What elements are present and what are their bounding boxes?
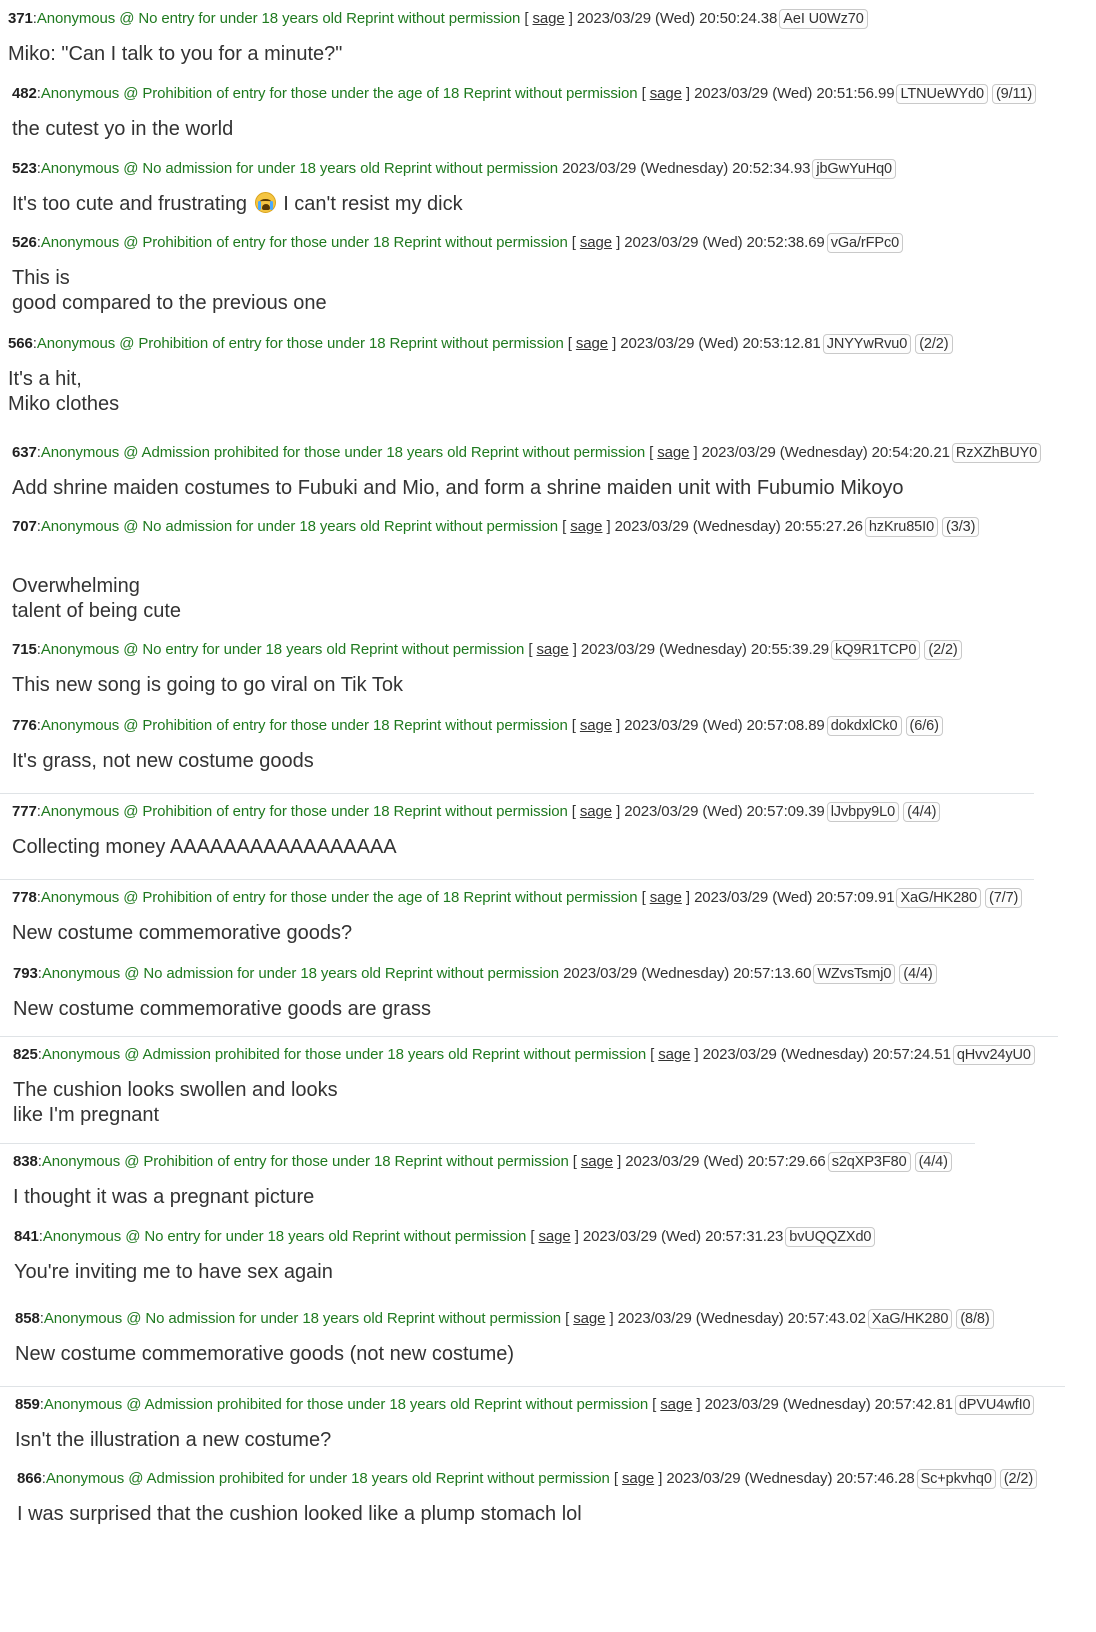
post-body-line: New costume commemorative goods are grass bbox=[13, 998, 431, 1020]
post-header: 778:Anonymous @ Prohibition of entry for those under the age of 18 Reprint without permission [ sage ] 2023/03/29 (Wed) 20:57:09.91 XaG/HK280 (7/7) bbox=[12, 887, 1034, 909]
sage-link[interactable]: sage bbox=[570, 518, 603, 535]
post-body-line: Miko: "Can I talk to you for a minute?" bbox=[8, 43, 343, 65]
post-body bbox=[12, 574, 1072, 624]
post-number[interactable]: 715 bbox=[12, 641, 37, 658]
post-body-line: Add shrine maiden costumes to Fubuki and Mio, and form a shrine maiden unit with Fubumio Mikoyo bbox=[12, 477, 904, 499]
post-body-line: the cutest yo in the world bbox=[12, 118, 234, 140]
crying-face-icon bbox=[255, 192, 276, 213]
post-header: 715:Anonymous @ No entry for under 18 years old Reprint without permission [ sage ] 2023/03/29 (Wednesday) 20:55:39.29 kQ9R1TCP0 (2/2) bbox=[12, 639, 1072, 661]
post-body bbox=[13, 997, 1073, 1022]
sage-tag: [ sage ] bbox=[571, 803, 621, 820]
id-badge[interactable]: RzXZhBUY0 bbox=[952, 443, 1041, 463]
poster-name: Anonymous @ No entry for under 18 years old Reprint without permission bbox=[42, 1228, 527, 1245]
post-date: 2023/03/29 (Wednesday) 20:57:42.81 bbox=[704, 1396, 953, 1413]
post-date: 2023/03/29 (Wed) 20:53:12.81 bbox=[620, 335, 821, 352]
post-body bbox=[15, 1342, 1075, 1367]
post-header: 841:Anonymous @ No entry for under 18 years old Reprint without permission [ sage ] 2023/03/29 (Wed) 20:57:31.23 bvUQQZXd0 bbox=[14, 1226, 1074, 1248]
post-body-text: I can't resist my dick bbox=[283, 193, 463, 215]
id-badge[interactable]: qHvv24yU0 bbox=[953, 1045, 1035, 1065]
poster-name: Anonymous @ Prohibition of entry for those under 18 Reprint without permission bbox=[41, 1153, 569, 1170]
sage-tag: [ sage ] bbox=[571, 717, 621, 734]
post-count-badge[interactable]: (4/4) bbox=[899, 964, 936, 984]
post-body-line: New costume commemorative goods (not new costume) bbox=[15, 1343, 515, 1365]
sage-link[interactable]: sage bbox=[622, 1470, 655, 1487]
sage-link[interactable]: sage bbox=[580, 1153, 614, 1170]
post-number[interactable]: 793 bbox=[13, 965, 38, 982]
post bbox=[0, 333, 1068, 417]
sage-link[interactable]: sage bbox=[579, 803, 613, 820]
post-number[interactable]: 482 bbox=[12, 85, 37, 102]
poster-name: Anonymous @ Prohibition of entry for those under 18 Reprint without permission bbox=[40, 234, 568, 251]
sage-link[interactable]: sage bbox=[532, 10, 565, 27]
poster-name: Anonymous @ No entry for under 18 years old Reprint without permission bbox=[36, 10, 521, 27]
post-body bbox=[14, 1260, 1074, 1285]
post-body-text: It's too cute and frustrating bbox=[12, 193, 248, 215]
post-count-badge[interactable]: (6/6) bbox=[906, 716, 943, 736]
post-header: 777:Anonymous @ Prohibition of entry for those under 18 Reprint without permission [ sage ] 2023/03/29 (Wed) 20:57:09.39 lJvbpy9L0 (4/4) bbox=[12, 801, 1034, 823]
id-badge[interactable]: Sc+pkvhq0 bbox=[917, 1469, 996, 1489]
post-header: 371:Anonymous @ No entry for under 18 years old Reprint without permission [ sage ] 2023/03/29 (Wed) 20:50:24.38 AeI U0Wz70 bbox=[8, 8, 1068, 30]
post bbox=[0, 963, 1073, 1022]
post-body bbox=[15, 1428, 1065, 1453]
post-date: 2023/03/29 (Wed) 20:57:29.66 bbox=[625, 1153, 826, 1170]
post-body bbox=[12, 266, 1072, 316]
sage-tag: [ sage ] bbox=[524, 10, 573, 27]
sage-tag: [ sage ] bbox=[562, 518, 611, 535]
post-date: 2023/03/29 (Wed) 20:52:38.69 bbox=[624, 234, 825, 251]
post bbox=[0, 1226, 1074, 1285]
post bbox=[0, 1308, 1075, 1367]
post-date: 2023/03/29 (Wednesday) 20:57:13.60 bbox=[563, 965, 812, 982]
post-body bbox=[12, 673, 1072, 698]
post-date: 2023/03/29 (Wednesday) 20:57:43.02 bbox=[617, 1310, 866, 1327]
id-badge[interactable]: jbGwYuHq0 bbox=[812, 159, 896, 179]
sage-link[interactable]: sage bbox=[573, 1310, 606, 1327]
poster-name: Anonymous @ Admission prohibited for those under 18 years old Reprint without permission bbox=[40, 444, 646, 461]
id-badge[interactable]: vGa/rFPc0 bbox=[827, 233, 903, 253]
post-count-badge[interactable]: (8/8) bbox=[956, 1309, 993, 1329]
post-body bbox=[8, 42, 1068, 67]
sage-link[interactable]: sage bbox=[649, 85, 682, 102]
post-header: 526:Anonymous @ Prohibition of entry for those under 18 Reprint without permission [ sage ] 2023/03/29 (Wed) 20:52:38.69 vGa/rFPc0 bbox=[12, 232, 1072, 254]
post-header: 776:Anonymous @ Prohibition of entry for those under 18 Reprint without permission [ sage ] 2023/03/29 (Wed) 20:57:08.89 dokdxlCk0 (6/6) bbox=[12, 715, 1072, 737]
post-date: 2023/03/29 (Wed) 20:57:31.23 bbox=[582, 1228, 784, 1245]
post-number[interactable]: 859 bbox=[15, 1396, 40, 1413]
post-header: 707:Anonymous @ No admission for under 18 years old Reprint without permission [ sage ] 2023/03/29 (Wednesday) 20:55:27.26 hzKru85I0 (3/3) bbox=[12, 516, 1072, 538]
sage-link[interactable]: sage bbox=[538, 1228, 571, 1245]
poster-name: Anonymous @ Prohibition of entry for those under 18 Reprint without permission bbox=[40, 803, 568, 820]
sage-link[interactable]: sage bbox=[579, 717, 613, 734]
post-body-line: Overwhelming bbox=[12, 575, 140, 597]
post bbox=[0, 1468, 1077, 1527]
poster-name: Anonymous @ No entry for under 18 years old Reprint without permission bbox=[40, 641, 525, 658]
post-header: 793:Anonymous @ No admission for under 18 years old Reprint without permission 2023/03/29 (Wednesday) 20:57:13.60 WZvsTsmj0 (4/4) bbox=[13, 963, 1073, 985]
post-body bbox=[12, 835, 1034, 860]
poster-name: Anonymous @ Prohibition of entry for those under the age of 18 Reprint without permission bbox=[40, 889, 638, 906]
post-header: 859:Anonymous @ Admission prohibited for those under 18 years old Reprint without permission [ sage ] 2023/03/29 (Wednesday) 20:57:42.81 dPVU4wfI0 bbox=[15, 1394, 1065, 1416]
post bbox=[0, 879, 1034, 946]
poster-name: Anonymous @ No admission for under 18 years old Reprint without permission bbox=[43, 1310, 562, 1327]
post-count-badge[interactable]: (2/2) bbox=[915, 334, 952, 354]
post-body-line: It's grass, not new costume goods bbox=[12, 750, 314, 772]
poster-name: Anonymous @ Admission prohibited for those under 18 years old Reprint without permission bbox=[41, 1046, 647, 1063]
post-date: 2023/03/29 (Wednesday) 20:57:24.51 bbox=[702, 1046, 951, 1063]
id-badge[interactable]: XaG/HK280 bbox=[868, 1309, 952, 1329]
post-body bbox=[12, 192, 1072, 217]
post-number[interactable]: 637 bbox=[12, 444, 37, 461]
poster-name: Anonymous @ Admission prohibited for those under 18 years old Reprint without permission bbox=[43, 1396, 649, 1413]
post-body bbox=[12, 921, 1034, 946]
sage-link[interactable]: sage bbox=[657, 444, 690, 461]
post bbox=[0, 158, 1072, 217]
id-badge[interactable]: s2qXP3F80 bbox=[828, 1152, 911, 1172]
post bbox=[0, 516, 1072, 624]
post-date: 2023/03/29 (Wednesday) 20:55:39.29 bbox=[580, 641, 830, 658]
post-body-line: Collecting money AAAAAAAAAAAAAAAAA bbox=[12, 836, 397, 858]
post-body-line: It's a hit, bbox=[8, 368, 82, 390]
post-body-line: The cushion looks swollen and looks bbox=[13, 1079, 338, 1101]
sage-tag: [ sage ] bbox=[567, 335, 617, 352]
post-header: 825:Anonymous @ Admission prohibited for those under 18 years old Reprint without permission [ sage ] 2023/03/29 (Wednesday) 20:57:24.51 qHvv24yU0 bbox=[13, 1044, 1058, 1066]
post-number[interactable]: 778 bbox=[12, 889, 37, 906]
post-body bbox=[17, 1502, 1077, 1527]
post-number[interactable]: 866 bbox=[17, 1470, 42, 1487]
post bbox=[0, 1386, 1065, 1453]
post bbox=[0, 442, 1072, 501]
post-number[interactable]: 371 bbox=[8, 10, 33, 27]
post-body-line: Isn't the illustration a new costume? bbox=[15, 1429, 332, 1451]
poster-name: Anonymous @ Prohibition of entry for those under 18 Reprint without permission bbox=[40, 717, 568, 734]
sage-tag: [ sage ] bbox=[650, 1046, 699, 1063]
post-count-badge[interactable]: (2/2) bbox=[924, 640, 961, 660]
post-body-line: I thought it was a pregnant picture bbox=[13, 1186, 315, 1208]
poster-name: Anonymous @ No admission for under 18 years old Reprint without permission bbox=[40, 160, 559, 177]
post-body bbox=[8, 367, 1068, 417]
post-body-line: good compared to the previous one bbox=[12, 292, 327, 314]
post-date: 2023/03/29 (Wednesday) 20:54:20.21 bbox=[701, 444, 950, 461]
post-number[interactable]: 707 bbox=[12, 518, 37, 535]
post-body-line: This new song is going to go viral on Tik Tok bbox=[12, 674, 403, 696]
post-body-line: New costume commemorative goods? bbox=[12, 922, 353, 944]
post-count-badge[interactable]: (7/7) bbox=[985, 888, 1022, 908]
post-body-line: This is bbox=[12, 267, 70, 289]
sage-tag: [ sage ] bbox=[571, 234, 621, 251]
post-body-line: I was surprised that the cushion looked like a plump stomach lol bbox=[17, 1503, 582, 1525]
sage-link[interactable]: sage bbox=[660, 1396, 693, 1413]
sage-link[interactable]: sage bbox=[649, 889, 682, 906]
post-count-badge[interactable]: (9/11) bbox=[992, 84, 1036, 104]
id-badge[interactable]: bvUQQZXd0 bbox=[785, 1227, 875, 1247]
post-date: 2023/03/29 (Wednesday) 20:55:27.26 bbox=[614, 518, 863, 535]
sage-tag: [ sage ] bbox=[565, 1310, 614, 1327]
id-badge[interactable]: dokdxlCk0 bbox=[827, 716, 902, 736]
post-number[interactable]: 776 bbox=[12, 717, 37, 734]
post bbox=[0, 1036, 1058, 1128]
post-body bbox=[12, 476, 1072, 501]
sage-link[interactable]: sage bbox=[575, 335, 609, 352]
post-body-line: like I'm pregnant bbox=[13, 1104, 160, 1126]
poster-name: Anonymous @ Admission prohibited for under 18 years old Reprint without permission bbox=[45, 1470, 610, 1487]
post-number[interactable]: 777 bbox=[12, 803, 37, 820]
sage-link[interactable]: sage bbox=[658, 1046, 691, 1063]
post-date: 2023/03/29 (Wed) 20:57:08.89 bbox=[624, 717, 825, 734]
post-header: 858:Anonymous @ No admission for under 18 years old Reprint without permission [ sage ] 2023/03/29 (Wednesday) 20:57:43.02 XaG/HK280 (8/8) bbox=[15, 1308, 1075, 1330]
post-header: 637:Anonymous @ Admission prohibited for those under 18 years old Reprint without permission [ sage ] 2023/03/29 (Wednesday) 20:54:20.21 RzXZhBUY0 bbox=[12, 442, 1072, 464]
sage-link[interactable]: sage bbox=[536, 641, 569, 658]
id-badge[interactable]: dPVU4wfI0 bbox=[955, 1395, 1035, 1415]
sage-link[interactable]: sage bbox=[579, 234, 613, 251]
post-header: 482:Anonymous @ Prohibition of entry for those under the age of 18 Reprint without permission [ sage ] 2023/03/29 (Wed) 20:51:56.99 LTNUeWYd0 (9/11) bbox=[12, 83, 1072, 105]
id-badge[interactable]: AeI U0Wz70 bbox=[779, 9, 867, 29]
post-body bbox=[13, 1185, 975, 1210]
sage-tag: [ sage ] bbox=[613, 1470, 663, 1487]
id-badge[interactable]: LTNUeWYd0 bbox=[896, 84, 987, 104]
sage-tag: [ sage ] bbox=[641, 889, 690, 906]
poster-name: Anonymous @ Prohibition of entry for those under 18 Reprint without permission bbox=[36, 335, 564, 352]
sage-tag: [ sage ] bbox=[649, 444, 698, 461]
post-body bbox=[12, 117, 1072, 142]
post-body bbox=[13, 1078, 1058, 1128]
sage-tag: [ sage ] bbox=[641, 85, 690, 102]
post bbox=[0, 639, 1072, 698]
poster-name: Anonymous @ No admission for under 18 years old Reprint without permission bbox=[40, 518, 559, 535]
post-header: 866:Anonymous @ Admission prohibited for under 18 years old Reprint without permission [ sage ] 2023/03/29 (Wednesday) 20:57:46.28 Sc+pkvhq0 (2/2) bbox=[17, 1468, 1077, 1490]
post-count-badge[interactable]: (4/4) bbox=[903, 802, 940, 822]
id-badge[interactable]: WZvsTsmj0 bbox=[813, 964, 895, 984]
poster-name: Anonymous @ No admission for under 18 years old Reprint without permission bbox=[41, 965, 560, 982]
id-badge[interactable]: JNYYwRvu0 bbox=[823, 334, 912, 354]
post bbox=[0, 83, 1072, 142]
sage-tag: [ sage ] bbox=[528, 641, 577, 658]
sage-tag: [ sage ] bbox=[530, 1228, 579, 1245]
post-header: 566:Anonymous @ Prohibition of entry for those under 18 Reprint without permission [ sage ] 2023/03/29 (Wed) 20:53:12.81 JNYYwRvu0 (2/2) bbox=[8, 333, 1068, 355]
post-body bbox=[12, 749, 1072, 774]
post-count-badge[interactable]: (3/3) bbox=[942, 517, 979, 537]
post-body-line: Miko clothes bbox=[8, 393, 120, 415]
post-number[interactable]: 526 bbox=[12, 234, 37, 251]
post-date: 2023/03/29 (Wed) 20:57:09.91 bbox=[694, 889, 895, 906]
post bbox=[0, 232, 1072, 316]
id-badge[interactable]: hzKru85I0 bbox=[865, 517, 938, 537]
post-count-badge[interactable]: (2/2) bbox=[1000, 1469, 1037, 1489]
post-header: 523:Anonymous @ No admission for under 18 years old Reprint without permission 2023/03/29 (Wednesday) 20:52:34.93 jbGwYuHq0 bbox=[12, 158, 1072, 180]
post-number[interactable]: 523 bbox=[12, 160, 37, 177]
post-date: 2023/03/29 (Wednesday) 20:57:46.28 bbox=[666, 1470, 915, 1487]
post-count-badge[interactable]: (4/4) bbox=[915, 1152, 952, 1172]
post-date: 2023/03/29 (Wed) 20:57:09.39 bbox=[624, 803, 825, 820]
post-number[interactable]: 858 bbox=[15, 1310, 40, 1327]
post bbox=[0, 1143, 975, 1210]
post-body-line: You're inviting me to have sex again bbox=[14, 1261, 333, 1283]
post-number[interactable]: 838 bbox=[13, 1153, 38, 1170]
post bbox=[0, 715, 1072, 774]
id-badge[interactable]: XaG/HK280 bbox=[896, 888, 980, 908]
id-badge[interactable]: kQ9R1TCP0 bbox=[831, 640, 920, 660]
post bbox=[0, 8, 1068, 67]
sage-tag: [ sage ] bbox=[572, 1153, 622, 1170]
post-date: 2023/03/29 (Wednesday) 20:52:34.93 bbox=[562, 160, 811, 177]
post-date: 2023/03/29 (Wed) 20:50:24.38 bbox=[576, 10, 778, 27]
poster-name: Anonymous @ Prohibition of entry for those under the age of 18 Reprint without permission bbox=[40, 85, 638, 102]
post bbox=[0, 793, 1034, 860]
post-number[interactable]: 841 bbox=[14, 1228, 39, 1245]
post-body-line: talent of being cute bbox=[12, 600, 182, 622]
post-number[interactable]: 825 bbox=[13, 1046, 38, 1063]
post-date: 2023/03/29 (Wed) 20:51:56.99 bbox=[694, 85, 895, 102]
post-header: 838:Anonymous @ Prohibition of entry for those under 18 Reprint without permission [ sage ] 2023/03/29 (Wed) 20:57:29.66 s2qXP3F80 (4/4) bbox=[13, 1151, 975, 1173]
sage-tag: [ sage ] bbox=[652, 1396, 701, 1413]
post-number[interactable]: 566 bbox=[8, 335, 33, 352]
id-badge[interactable]: lJvbpy9L0 bbox=[827, 802, 899, 822]
